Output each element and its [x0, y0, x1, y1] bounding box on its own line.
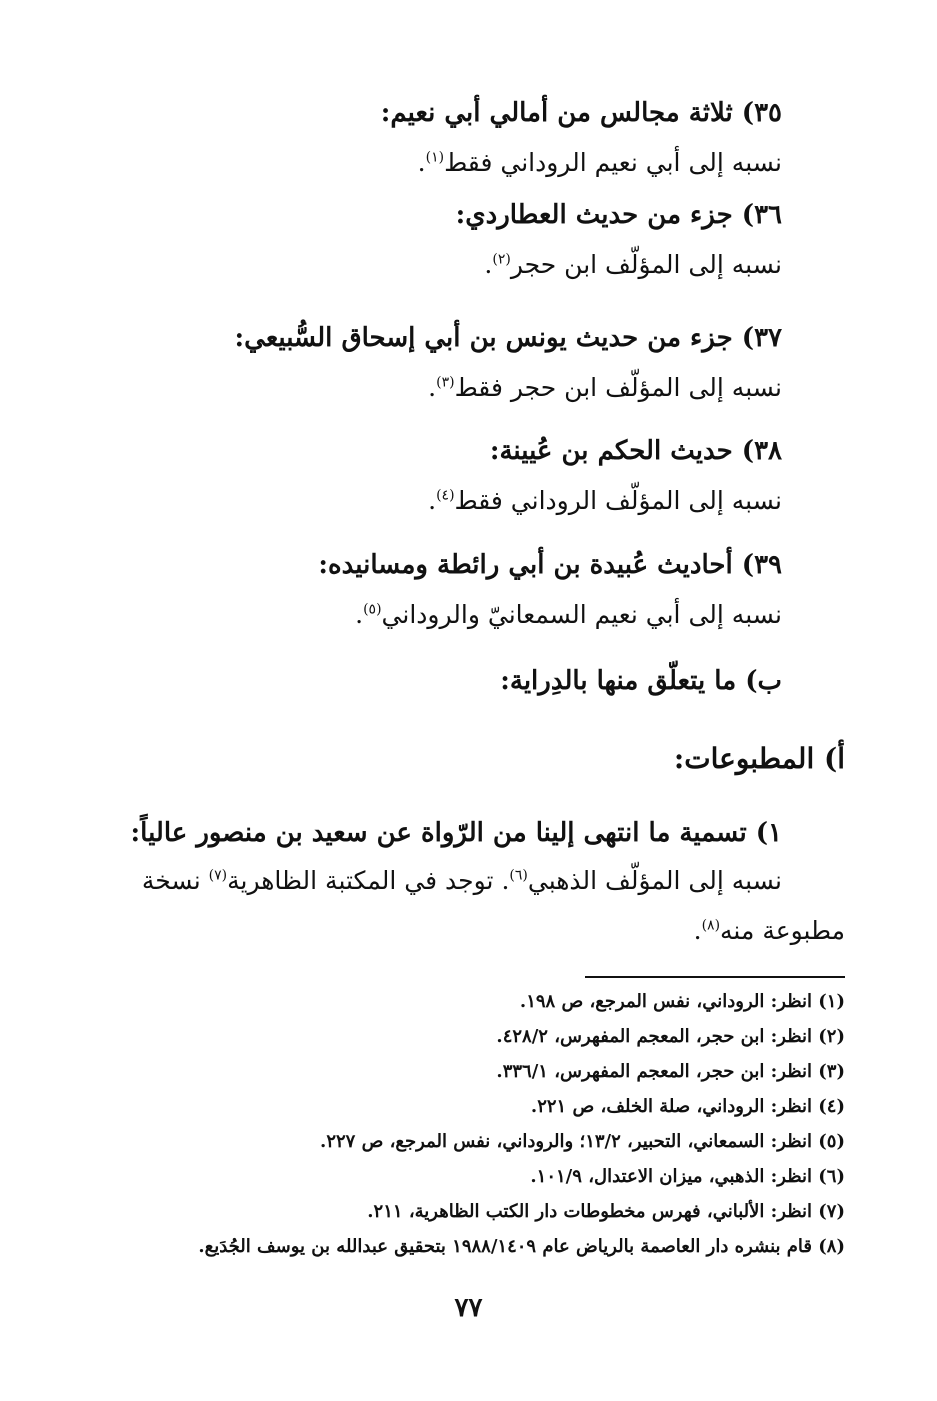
- footnote-ref-1[interactable]: (١): [425, 149, 445, 166]
- entry-35-note: نسبه إلى أبي نعيم الروداني فقط$^{(١)}$.: [417, 148, 782, 177]
- section-a-heading: أ) المطبوعات:: [673, 742, 845, 775]
- footnote-2: (٢) انظر: ابن حجر، المعجم المفهرس، ٤٢٨/٢.: [496, 1026, 845, 1047]
- footnote-4: (٤) انظر: الروداني، صلة الخلف، ص ٢٢١.: [530, 1096, 845, 1117]
- footnote-ref-5[interactable]: (٥): [363, 601, 382, 618]
- page-number: ٧٧: [454, 1293, 483, 1323]
- footnote-5: (٥) انظر: السمعاني، التحبير، ١٣/٢؛ والروداني، نفس المرجع، ص ٢٢٧.: [320, 1131, 845, 1152]
- item-1-title: ١) تسمية ما انتهى إلينا من الرّواة عن سعيد بن منصور عالياً:: [130, 818, 782, 848]
- footnote-ref-8[interactable]: (٨): [701, 917, 721, 934]
- section-b-heading: ب) ما يتعلّق منها بالدِراية:: [500, 666, 782, 696]
- footnote-ref-3[interactable]: (٣): [436, 374, 455, 391]
- footnote-1: (١) انظر: الروداني، نفس المرجع، ص ١٩٨.: [519, 991, 845, 1012]
- footnote-ref-2[interactable]: (٢): [492, 251, 511, 268]
- footnote-7: (٧) انظر: الألباني، فهرس مخطوطات دار الكتب الظاهرية، ٢١١.: [367, 1201, 845, 1222]
- footnote-3: (٣) انظر: ابن حجر، المعجم المفهرس، ٣٣٦/١.: [496, 1061, 845, 1082]
- entry-38-title: ٣٨) حديث الحكم بن عُيينة:: [489, 436, 782, 466]
- footnote-8: (٨) قام بنشره دار العاصمة بالرياض عام ١٩٨٨/١٤٠٩ بتحقيق عبدالله بن يوسف الجُدَيع.: [198, 1236, 845, 1257]
- item-1-note-line2: مطبوعة منه$^{(٨)}$.: [693, 916, 845, 945]
- entry-37-title: ٣٧) جزء من حديث يونس بن أبي إسحاق السُّبيعي:: [234, 323, 782, 353]
- entry-38-note: نسبه إلى المؤلّف الروداني فقط$^{(٤)}$.: [428, 486, 782, 515]
- footnote-ref-4[interactable]: (٤): [436, 487, 455, 504]
- entry-39-title: ٣٩) أحاديث عُبيدة بن أبي رائطة ومسانيده:: [318, 550, 782, 580]
- entry-36-title: ٣٦) جزء من حديث العطاردي:: [455, 200, 782, 230]
- footnote-ref-6[interactable]: (٦): [509, 867, 528, 884]
- item-1-note-line1: نسبه إلى المؤلّف الذهبي$^{(٦)}$. توجد في المكتبة الظاهرية$^{(٧)}$ نسخة: [141, 866, 782, 895]
- footnote-ref-7[interactable]: (٧): [208, 867, 228, 884]
- footnote-6: (٦) انظر: الذهبي، ميزان الاعتدال، ١٠١/٩.: [530, 1166, 845, 1187]
- footnote-separator: [585, 976, 845, 978]
- entry-37-note: نسبه إلى المؤلّف ابن حجر فقط$^{(٣)}$.: [428, 373, 782, 402]
- entry-35-title: ٣٥) ثلاثة مجالس من أمالي أبي نعيم:: [380, 98, 782, 128]
- entry-39-note: نسبه إلى أبي نعيم السمعانيّ والروداني$^{(٥)}$.: [355, 600, 782, 629]
- entry-36-note: نسبه إلى المؤلّف ابن حجر$^{(٢)}$.: [484, 250, 782, 279]
